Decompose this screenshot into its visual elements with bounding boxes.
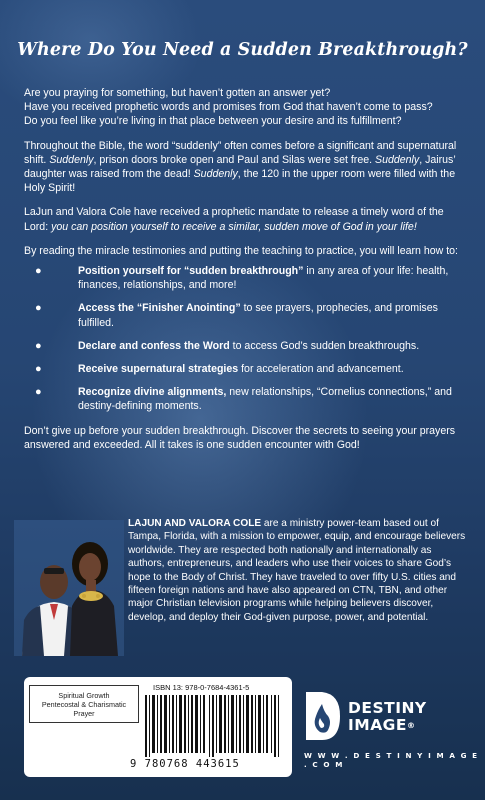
mandate-paragraph: LaJun and Valora Cole have received a prophetic mandate to release a timely word of the Lord: you can position yourself to receive a similar, sudden move of God in your life!	[24, 206, 444, 233]
learning-list	[24, 264, 464, 414]
headline: Where Do You Need a Sudden Breakthrough?	[17, 40, 468, 60]
learn-intro: By reading the miracle testimonies and putting the teaching to practice, you will learn how to:	[24, 244, 458, 257]
author-photo	[14, 520, 124, 656]
bullet-icon: ●	[35, 339, 42, 352]
barcode-icon	[143, 695, 283, 757]
list-item: ● Receive supernatural strategies for acceleration and advancement.	[35, 363, 404, 376]
list-item: ● Declare and confess the Word to access God’s sudden breakthroughs.	[35, 339, 420, 352]
authors-photo-icon	[14, 520, 124, 656]
bible-paragraph: Throughout the Bible, the word “suddenly” often comes before a significant and supernatural shift. Suddenly, prison doors broke open and Paul and Silas were set free. Suddenly, Jairus’ daughter was raised from the dead! Suddenly, the 120 in the upper room were filled with the Holy Spirit!	[24, 139, 457, 195]
isbn-label: ISBN 13: 978-0-7684-4361-5	[153, 683, 250, 692]
intro-question: Have you received prophetic words and promises from God that haven’t come to pass?	[24, 101, 433, 114]
bullet-icon: ●	[35, 302, 42, 315]
bullet-icon: ●	[35, 386, 42, 399]
category-box: Spiritual Growth Pentecostal & Charismatic Prayer	[29, 685, 139, 723]
list-item: ● Position yourself for “sudden breakthrough” in any area of your life: health, finances, relationships, and more!	[35, 265, 449, 292]
description	[24, 86, 464, 462]
author-bio: LAJUN AND VALORA COLE are a ministry power-team based out of Tampa, Florida, with a mission to empower, equip, and encourage believers worldwide. They are respected both nationally and internationally as authors, entrepreneurs, and leaders who use their voices to share God’s hope to the Body of Christ. They have traveled to over fifty U.S. cities and fifteen foreign nations and have also appeared on CTN, TBN, and other major Christian television programs while helping believers discover, develop, and deploy their God-given purpose, power, and potential.	[128, 518, 466, 623]
intro-question: Are you praying for something, but haven’t gotten an answer yet?	[24, 87, 331, 99]
closing-paragraph: Don’t give up before your sudden breakthrough. Discover the secrets to seeing your prayers answered and exceeded. All it takes is one sudden encounter with God!	[24, 424, 456, 451]
list-item: ● Recognize divine alignments, new relationships, “Cornelius connections,” and destiny-defining moments.	[35, 386, 452, 413]
publisher-name: DESTINY IMAGE®	[348, 699, 427, 734]
list-item: ● Access the “Finisher Anointing” to see prayers, prophecies, and promises fulfilled.	[35, 302, 438, 329]
barcode-number: 9 780768 443615	[130, 758, 240, 770]
d-flame-logo-icon	[302, 688, 342, 744]
bullet-icon: ●	[35, 265, 42, 278]
publisher-url: W W W . D E S T I N Y I M A G E . C O M	[304, 751, 479, 769]
intro-question: Do you feel like you’re living in that place between your desire and its fulfillment?	[24, 115, 402, 128]
bullet-icon: ●	[35, 363, 42, 376]
